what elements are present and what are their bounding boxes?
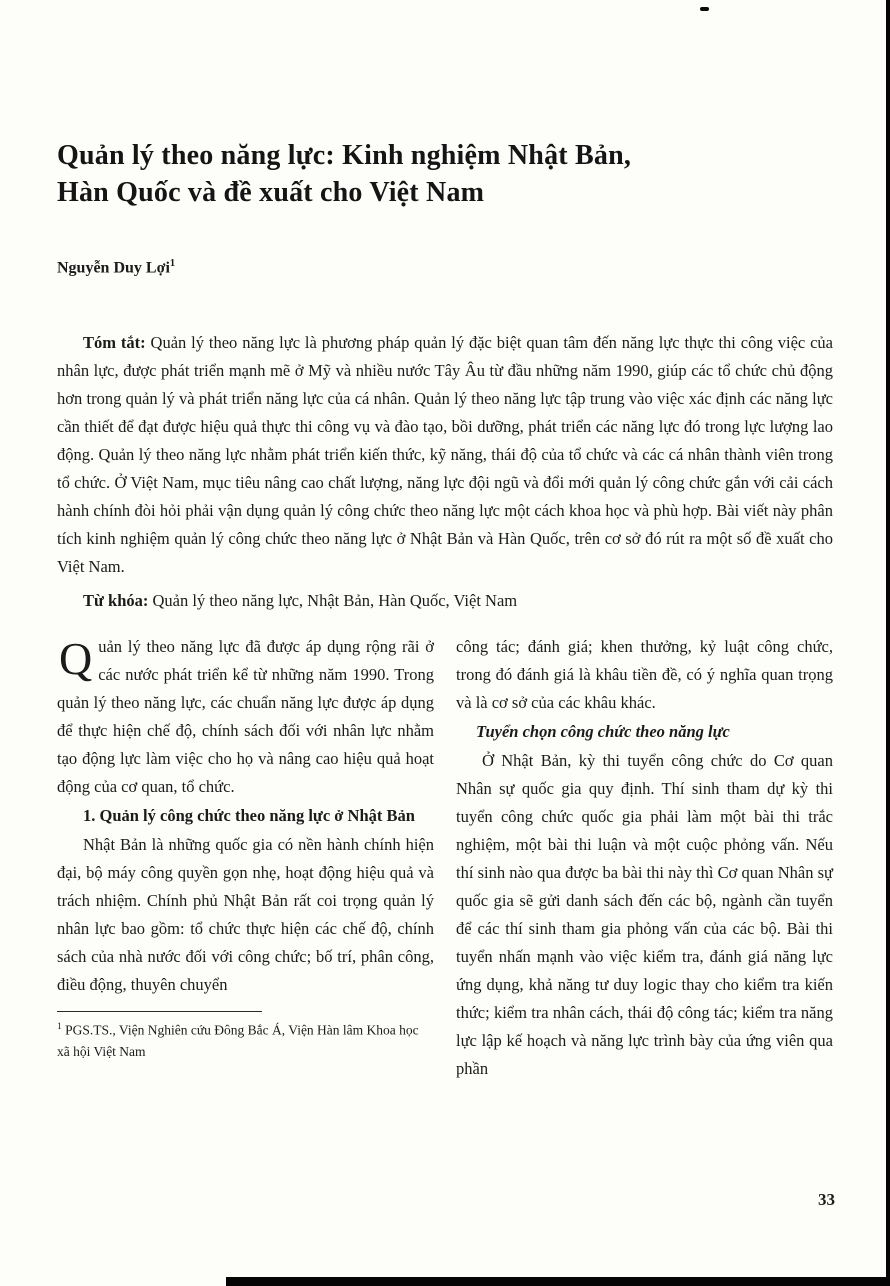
paper-title-line-1: Quản lý theo năng lực: Kinh nghiệm Nhật Bản,: [57, 140, 632, 171]
abstract-paragraph: [57, 329, 833, 581]
intro-paragraph: [57, 633, 434, 801]
subsection-heading: Tuyển chọn công chức theo năng lực: [476, 722, 730, 742]
drop-cap: Q: [59, 633, 93, 685]
left-column: [57, 633, 434, 1083]
continuation-paragraph: công tác; đánh giá; khen thưởng, kỷ luật công chức, trong đó đánh giá là khâu tiền đề, có ý nghĩa quan trọng và là cơ sở của các khâu khác.: [456, 637, 833, 713]
paper-title-line-2: Hàn Quốc và đề xuất cho Việt Nam: [57, 176, 485, 208]
scan-edge-bottom: [226, 1277, 890, 1286]
footnote-text: [57, 1017, 434, 1062]
section-1-heading: 1. Quản lý công chức theo năng lực ở Nhật Bản: [83, 806, 415, 826]
keywords-label: Từ khóa:: [83, 591, 149, 611]
section-1-paragraph: Nhật Bản là những quốc gia có nền hành chính hiện đại, bộ máy công quyền gọn nhẹ, hoạt động hiệu quả và trách nhiệm. Chính phủ Nhật Bản rất coi trọng quản lý nhân lực bao gồm: tổ chức thực hiện các chế độ, chính sách của nhà nước đối với công chức; bố trí, phân công, điều động, thuyên chuyển: [57, 835, 434, 995]
author-footnote-mark: 1: [169, 257, 176, 269]
keywords-text: Quản lý theo năng lực, Nhật Bản, Hàn Quốc, Việt Nam: [148, 591, 518, 611]
footnote-body: PGS.TS., Viện Nghiên cứu Đông Bắc Á, Viện Hàn lâm Khoa học xã hội Việt Nam: [57, 1022, 419, 1059]
footnote-mark: 1: [57, 1022, 62, 1033]
footnote-divider: [57, 1011, 262, 1012]
two-column-body: [57, 633, 833, 1083]
subsection-paragraph: Ở Nhật Bản, kỳ thi tuyển công chức do Cơ quan Nhân sự quốc gia quy định. Thí sinh tham dự kỳ thi tuyển công chức quốc gia phải làm một bài thi trắc nghiệm, một bài thi luận và một cuộc phỏng vấn. Nếu thí sinh nào qua được ba bài thi này thì Cơ quan Nhân sự quốc gia sẽ gửi danh sách đến các bộ, ngành cần tuyển để các thí sinh tham gia phỏng vấn của các bộ. Bài thi tuyển nhấn mạnh vào việc kiểm tra, đánh giá năng lực ứng dụng, khả năng tư duy logic thay cho kiểm tra kiến thức; kiểm tra nhân cách, thái độ công tác; kiểm tra năng lực lập kế hoạch và năng lực trình bày của ứng viên qua phần: [456, 751, 833, 1079]
keywords-line: [57, 587, 833, 615]
abstract-text: Quản lý theo năng lực là phương pháp quản lý đặc biệt quan tâm đến năng lực thực thi công việc của nhân lực, được phát triển mạnh mẽ ở Mỹ và nhiều nước Tây Âu từ đầu những năm 1990, giúp các tổ chức chủ động hơn trong quản lý và phát triển năng lực của cá nhân. Quản lý theo năng lực tập trung vào việc xác định các năng lực cần thiết để đạt được hiệu quả thực thi công vụ và đào tạo, bồi dưỡng, phát triển các năng lực đó trong lực lượng lao động. Quản lý theo năng lực nhằm phát triển kiến thức, kỹ năng, thái độ của tổ chức và các cá nhân thành viên trong tổ chức. Ở Việt Nam, mục tiêu nâng cao chất lượng, năng lực đội ngũ và đổi mới quản lý công chức gắn với cải cách hành chính đòi hỏi phải vận dụng quản lý công chức theo năng lực một cách khoa học và phù hợp. Bài viết này phân tích kinh nghiệm quản lý công chức theo năng lực ở Nhật Bản và Hàn Quốc, trên cơ sở đó rút ra một số đề xuất cho Việt Nam.: [57, 333, 834, 577]
abstract-label: Tóm tắt:: [83, 333, 146, 353]
right-column: [456, 633, 833, 1083]
paper-title: [57, 138, 833, 212]
scan-speck: [700, 7, 709, 11]
footnote-block: [57, 1011, 434, 1062]
scan-edge-right: [886, 0, 890, 1286]
intro-paragraph-text: uản lý theo năng lực đã được áp dụng rộng rãi ở các nước phát triển kể từ những năm 1990. Trong quản lý theo năng lực, các chuẩn năng lực được áp dụng để thực hiện chế độ, chính sách đối với nhân lực nhằm tạo động lực làm việc cho họ và nâng cao hiệu quả hoạt động của cơ quan, tổ chức.: [57, 637, 434, 797]
author-name: Nguyễn Duy Lợi: [57, 259, 170, 277]
author-line: [57, 258, 833, 277]
page-number: 33: [818, 1190, 835, 1209]
